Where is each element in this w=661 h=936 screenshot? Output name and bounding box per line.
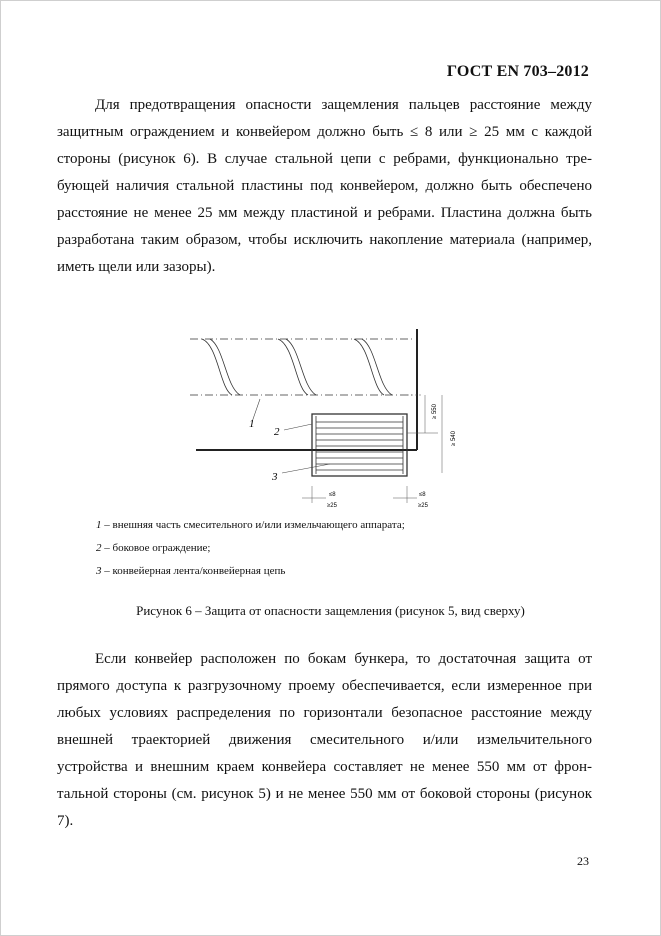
legend-text: – внешняя часть смесительного и/или измельчающего аппарата; xyxy=(101,519,405,531)
dimension-gap-left-top: ≤8 xyxy=(329,492,336,498)
side-guard xyxy=(196,329,417,450)
paragraph-conveyor-distance: Если конвейер расположен по бокам бункера, то достаточная защита от прямого доступа к разгрузочному проему обеспечивается, если измеренное при любых условиях распределения по горизонтали безопасное расстояние между внешней траекторией движения смесительного и/или измельчительного устройства и внешним краем конвейера составляет не менее 550 мм от фронтальной стороны (см. рисунок 5) и не менее 550 мм от боковой стороны (рисунок 7). xyxy=(57,651,592,829)
conveyor xyxy=(312,414,407,476)
dimension-gap-right-top: ≤8 xyxy=(419,492,426,498)
leader-lines xyxy=(252,399,330,473)
callout-2: 2 xyxy=(274,426,280,438)
figure-caption: Рисунок 6 – Защита от опасности защемления (рисунок 5, вид сверху) xyxy=(136,603,525,618)
dimension-gap-right-bottom: ≥25 xyxy=(418,503,428,509)
legend-number: 2 xyxy=(96,542,102,554)
legend-text: – конвейерная лента/конвейерная цепь xyxy=(101,565,286,577)
legend-item-1 xyxy=(96,518,405,532)
dimension-540: ≥ 540 xyxy=(451,431,457,446)
dimension-gap-left-bottom: ≥25 xyxy=(327,503,337,509)
callout-1: 1 xyxy=(249,418,255,430)
legend-number: 3 xyxy=(96,565,102,577)
figure-6-drawing xyxy=(190,323,465,518)
auger-outline xyxy=(190,339,415,395)
legend-item-2 xyxy=(96,541,210,555)
page-number: 23 xyxy=(577,854,589,868)
legend-item-3 xyxy=(96,564,285,578)
callout-3: 3 xyxy=(272,471,278,483)
legend-number: 1 xyxy=(96,519,102,531)
dimension-550: ≥ 550 xyxy=(432,404,438,419)
legend-text: – боковое ограждение; xyxy=(101,542,211,554)
paragraph-finger-protection: Для предотвращения опасности защемления пальцев расстояние между защитным ограждением и конвейером должно быть ≤ 8 или ≥ 25 мм с каждой стороны (рисунок 6). В случае стальной цепи с ребрами, функционально требующей наличия стальной пластины под конвейером, должно быть обеспечено расстояние не менее 25 мм между пластиной и ребрами. Пластина должна быть разработана таким образом, чтобы исключить накопление материала (например, иметь щели или зазоры). xyxy=(57,97,592,275)
document-header: ГОСТ EN 703–2012 xyxy=(446,63,589,80)
